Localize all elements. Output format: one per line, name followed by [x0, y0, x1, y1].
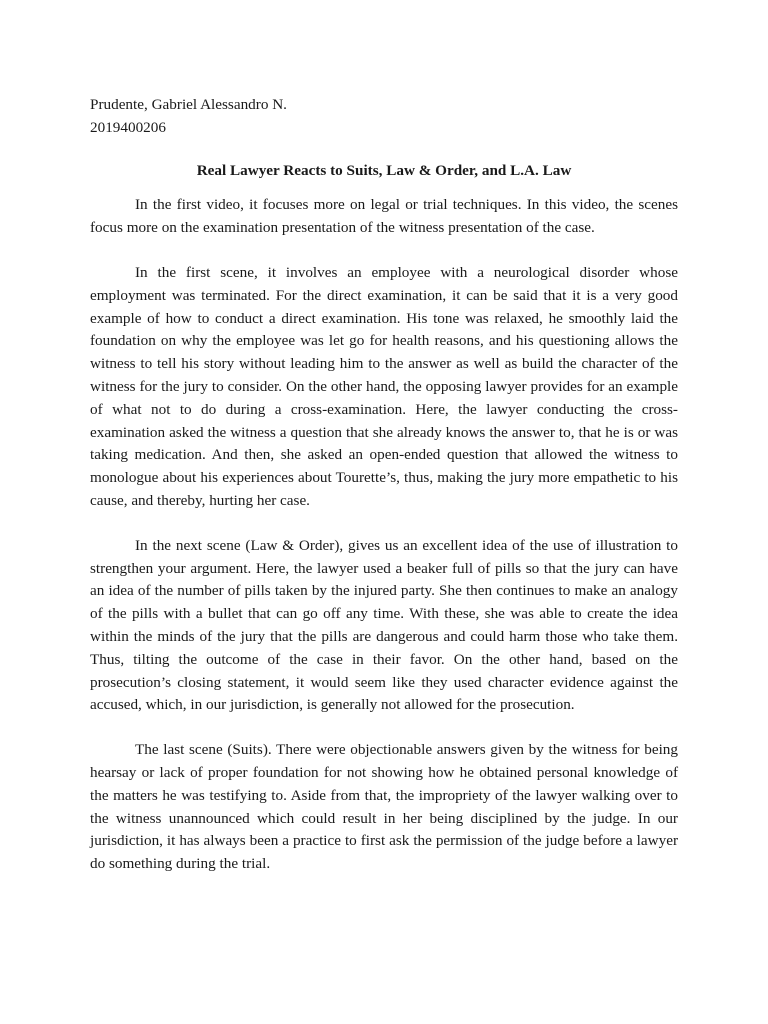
paragraph-first-scene: In the first scene, it involves an employee with a neurological disorder whose employment was terminated. For the direct examination, it can be said that it is a very good example of how to conduct a direct examination. His tone was relaxed, he smoothly laid the foundation on why the employee was let go for health reasons, and his questioning allows the witness to tell his story without leading him to the answer as well as build the character of the witness for the jury to consider. On the other hand, the opposing lawyer provides for an example of what not to do during a cross-examination. Here, the lawyer conducting the cross-examination asked the witness a question that she already knows the answer to, that he is or was taking medication. And then, she asked an open-ended question that allowed the witness to monologue about his experiences about Tourette’s, thus, making the jury more empathetic to his cause, and thereby, hurting her case. — [90, 263, 678, 509]
document-title: Real Lawyer Reacts to Suits, Law & Order, and L.A. Law — [196, 161, 572, 179]
author-name: Prudente, Gabriel Alessandro N. — [90, 96, 287, 113]
paragraph-intro: In the first video, it focuses more on legal or trial techniques. In this video, the scenes focus more on the examination presentation of the witness presentation of the case. — [90, 196, 678, 237]
student-id: 2019400206 — [90, 118, 166, 136]
paragraph-next-scene: In the next scene (Law & Order), gives us an excellent idea of the use of illustration to strengthen your argument. Here, the lawyer used a beaker full of pills so that the jury can have an idea of the number of pills taken by the injured party. She then continues to make an analogy of the pills with a bullet that can go off any time. With these, she was able to create the idea within the minds of the jury that the pills are dangerous and could harm those who take them. Thus, tilting the outcome of the case in their favor. On the other hand, based on the prosecution’s closing statement, it would seem like they used character evidence against the accused, which, in our jurisdiction, is generally not allowed for the prosecution. — [90, 536, 678, 714]
paragraph-last-scene: The last scene (Suits). There were objectionable answers given by the witness for being hearsay or lack of proper foundation for not showing how he obtained personal knowledge of the matters he was testifying to. Aside from that, the impropriety of the lawyer walking over to the witness unannounced which could result in her being disciplined by the judge. In our jurisdiction, it has always been a practice to first ask the permission of the judge before a lawyer do something during the trial. — [90, 741, 678, 873]
document-page — [90, 94, 678, 876]
